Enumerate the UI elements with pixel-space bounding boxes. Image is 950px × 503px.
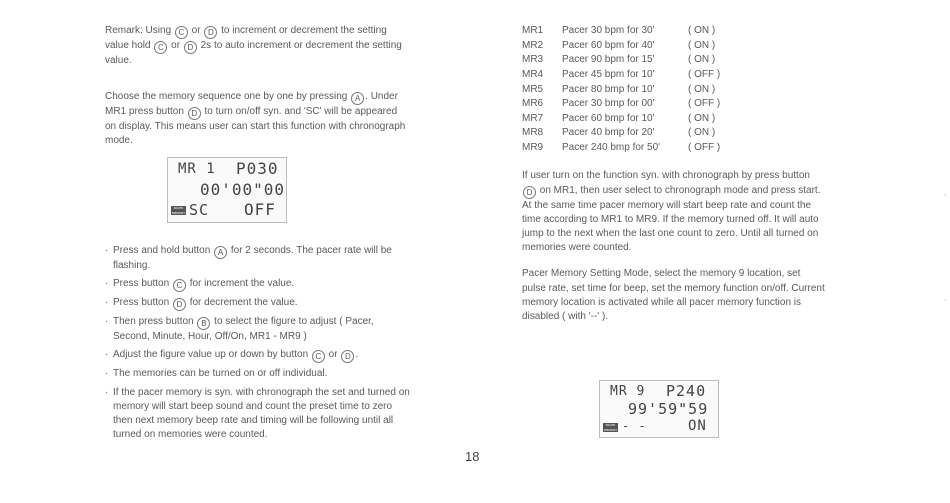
lcd-state-value: OFF [244,200,276,219]
button-d-icon: D [204,26,217,39]
lcd-pacer-value: P030 [236,159,279,178]
memory-desc-cell: Pacer 45 bpm for 10' [562,68,655,80]
lcd-chronograph-time: 00'00"00 [200,180,286,199]
table-row [522,53,738,68]
table-row [522,68,738,83]
pacer-memory-icon: PACER MEMORY [603,423,618,432]
lcd-display-mr1 [167,157,287,223]
memory-mr-cell: MR2 [522,39,544,51]
list-item: · Press button C for increment the value. [105,277,410,292]
lcd-pacer-value: P240 [666,382,707,400]
memory-state-cell: ( ON ) [688,39,716,51]
edge-mark: ‹ [944,298,946,304]
lcd-memory-label: MR 1 [178,161,216,177]
list-item: · The memories can be turned on or off individual. [105,367,410,381]
memory-desc-cell: Pacer 90 bpm for 15' [562,54,655,66]
memory-state-cell: ( OFF ) [688,68,721,80]
lcd-sync-label: SC [189,201,210,219]
instruction-list-container [105,244,410,446]
lcd-chronograph-time: 99'59"59 [628,400,709,418]
list-item: · Press button D for decrement the value. [105,296,410,311]
page-number: 18 [465,449,480,464]
table-row [522,97,738,112]
memory-state-cell: ( ON ) [688,83,716,95]
lcd-memory-label: MR 9 [610,384,646,399]
memory-desc-cell: Pacer 40 bmp for 20' [562,127,655,139]
right-column [522,24,827,324]
memory-desc-cell: Pacer 30 bpm for 30' [562,25,655,37]
list-item: · Press and hold button A for 2 seconds. The pacer rate will be flashing. [105,244,410,273]
edge-mark: ‹ [944,193,946,199]
button-a-icon: A [214,246,227,259]
memory-mr-cell: MR7 [522,112,544,124]
memory-sequence-paragraph: Choose the memory sequence one by one by pressing A . Under MR1 press button D to turn on/off syn. and 'SC' will be appeared on display. This means user can start this function with chronograph mode. [105,91,406,147]
table-row [522,24,738,39]
list-item: · Then press button B to select the figure to adjust ( Pacer, Second, Minute, Hour, Off/On, MR1 - MR9 ) [105,315,410,344]
memory-table [522,24,738,155]
memory-desc-cell: Pacer 60 bmp for 10' [562,112,655,124]
pacer-memory-icon: PACER MEMORY [171,206,186,215]
button-d-icon: D [173,298,186,311]
memory-mr-cell: MR5 [522,83,544,95]
memory-mr-cell: MR1 [522,25,544,37]
lcd-state-value: ON [688,418,707,434]
lcd-sync-label: - - [622,419,647,433]
button-b-icon: B [197,317,210,330]
button-d-icon: D [188,107,201,120]
memory-mr-cell: MR9 [522,141,544,153]
memory-desc-cell: Pacer 80 bmp for 10' [562,83,655,95]
memory-state-cell: ( ON ) [688,25,716,37]
button-a-icon: A [351,92,364,105]
memory-state-cell: ( OFF ) [688,141,721,153]
setting-mode-paragraph: Pacer Memory Setting Mode, select the memory 9 location, set pulse rate, set time for beep, set the memory function on/off. Current memory location is activated while all pacer memory function is disabled ( with '--' ). [522,268,825,322]
button-d-icon: D [341,350,354,363]
memory-state-cell: ( ON ) [688,54,716,66]
list-item: · If the pacer memory is syn. with chronograph the set and turned on memory will start beep sound and count the preset time to zero then next memory beep rate and timing will be following until all turned on memories were counted. [105,386,410,443]
button-c-icon: C [175,26,188,39]
table-row [522,126,738,141]
table-row [522,39,738,54]
button-c-icon: C [154,41,167,54]
table-row [522,141,738,156]
memory-state-cell: ( ON ) [688,112,716,124]
remark-paragraph: Remark: Using C or D to increment or decrement the setting value hold C or D 2s to auto increment or decrement the setting value. [105,25,402,66]
instruction-list [105,244,410,442]
button-c-icon: C [312,350,325,363]
list-item: · Adjust the figure value up or down by button C or D . [105,348,410,363]
memory-state-cell: ( ON ) [688,127,716,139]
memory-mr-cell: MR4 [522,68,544,80]
table-row [522,82,738,97]
sync-paragraph: If user turn on the function syn. with chronograph by press button D on MR1, then user select to chronograph mode and press start. At the same time pacer memory will start beep rate and count the time according to MR1 to MR9. If the memory turned off. It will auto jump to the next when the last one count to zero. Until all turned on memories were counted. [522,170,821,254]
button-d-icon: D [523,186,536,199]
memory-desc-cell: Pacer 60 bpm for 40' [562,39,655,51]
memory-state-cell: ( OFF ) [688,98,721,110]
memory-mr-cell: MR6 [522,98,544,110]
memory-desc-cell: Pacer 240 bmp for 50' [562,141,661,153]
memory-mr-cell: MR3 [522,54,544,66]
button-d-icon: D [184,41,197,54]
lcd-display-mr9 [599,380,719,438]
table-row [522,112,738,127]
left-column [105,24,410,149]
button-c-icon: C [173,279,186,292]
memory-mr-cell: MR8 [522,127,544,139]
memory-desc-cell: Pacer 30 bmp for 00' [562,98,655,110]
